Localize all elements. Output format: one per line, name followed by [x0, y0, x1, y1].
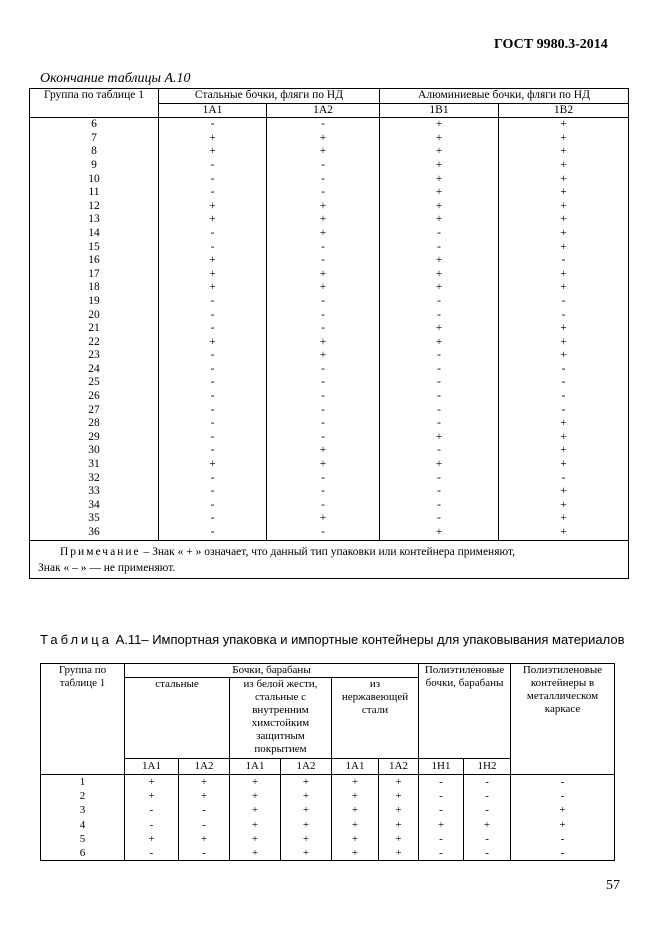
- value-cell: +: [267, 145, 380, 159]
- table-row: [30, 444, 629, 458]
- value-cell: +: [281, 803, 332, 817]
- value-cell: +: [499, 268, 629, 282]
- value-cell: -: [499, 254, 629, 268]
- value-cell: -: [380, 363, 499, 377]
- value-cell: -: [380, 295, 499, 309]
- value-cell: -: [380, 404, 499, 418]
- table-row: [30, 281, 629, 295]
- subcolumn-header: 1В2: [499, 103, 629, 118]
- value-cell: -: [159, 376, 267, 390]
- value-cell: +: [159, 200, 267, 214]
- value-cell: +: [159, 254, 267, 268]
- value-cell: -: [159, 363, 267, 377]
- column-header-aluminium: Алюминиевые бочки, фляги по НД: [380, 89, 629, 104]
- table-row: [30, 499, 629, 513]
- value-cell: -: [419, 846, 464, 861]
- table-row: [30, 431, 629, 445]
- value-cell: +: [332, 803, 379, 817]
- value-cell: +: [499, 485, 629, 499]
- column-header-stainless: из нержавеющей стали: [332, 678, 419, 759]
- group-number-cell: 8: [30, 145, 159, 159]
- group-number-cell: 27: [30, 404, 159, 418]
- value-cell: -: [419, 803, 464, 817]
- value-cell: +: [499, 417, 629, 431]
- table-row: [30, 173, 629, 187]
- value-cell: +: [230, 789, 281, 803]
- value-cell: -: [499, 404, 629, 418]
- value-cell: -: [267, 417, 380, 431]
- column-header-steel: стальные: [125, 678, 230, 759]
- value-cell: +: [380, 458, 499, 472]
- value-cell: -: [419, 789, 464, 803]
- group-number-cell: 35: [30, 512, 159, 526]
- subcolumn-header: 1А2: [281, 759, 332, 775]
- value-cell: +: [380, 200, 499, 214]
- value-cell: +: [380, 132, 499, 146]
- value-cell: -: [464, 846, 511, 861]
- table-row: [30, 458, 629, 472]
- value-cell: -: [419, 832, 464, 846]
- value-cell: -: [159, 512, 267, 526]
- value-cell: -: [159, 295, 267, 309]
- value-cell: -: [267, 322, 380, 336]
- table-row: [30, 186, 629, 200]
- value-cell: +: [380, 173, 499, 187]
- value-cell: -: [267, 186, 380, 200]
- value-cell: -: [511, 846, 615, 861]
- value-cell: -: [380, 444, 499, 458]
- value-cell: +: [179, 789, 230, 803]
- note-label: Примечание: [60, 545, 141, 558]
- value-cell: +: [159, 145, 267, 159]
- value-cell: +: [267, 444, 380, 458]
- value-cell: -: [464, 803, 511, 817]
- table-row: [30, 254, 629, 268]
- value-cell: +: [159, 132, 267, 146]
- value-cell: +: [380, 254, 499, 268]
- column-header-group: Группа по таблице 1: [41, 664, 125, 775]
- group-number-cell: 13: [30, 213, 159, 227]
- value-cell: +: [380, 268, 499, 282]
- subcolumn-header: 1А1: [125, 759, 179, 775]
- table-row: [41, 775, 615, 790]
- value-cell: +: [230, 818, 281, 832]
- value-cell: -: [380, 349, 499, 363]
- group-number-cell: 23: [30, 349, 159, 363]
- value-cell: -: [125, 803, 179, 817]
- table-a10-caption: Окончание таблицы А.10: [40, 71, 191, 86]
- group-number-cell: 15: [30, 241, 159, 255]
- value-cell: -: [499, 295, 629, 309]
- table-row: [30, 145, 629, 159]
- subcolumn-header: 1А1: [230, 759, 281, 775]
- value-cell: -: [267, 173, 380, 187]
- table-row: [41, 832, 615, 846]
- group-number-cell: 21: [30, 322, 159, 336]
- value-cell: +: [464, 818, 511, 832]
- subcolumn-header: 1А2: [267, 103, 380, 118]
- page-number: 57: [606, 878, 620, 893]
- value-cell: -: [267, 526, 380, 540]
- column-header-poly-drums: Полиэтиленовые бочки, барабаны: [419, 664, 511, 759]
- table-note: [30, 540, 629, 578]
- value-cell: -: [419, 775, 464, 790]
- table-row: [30, 417, 629, 431]
- value-cell: -: [380, 417, 499, 431]
- value-cell: +: [267, 200, 380, 214]
- value-cell: +: [267, 336, 380, 350]
- value-cell: -: [511, 832, 615, 846]
- value-cell: -: [499, 472, 629, 486]
- value-cell: +: [499, 173, 629, 187]
- value-cell: +: [380, 322, 499, 336]
- table-row: [41, 803, 615, 817]
- value-cell: -: [380, 512, 499, 526]
- table-row: [30, 132, 629, 146]
- caption-word: Таблица: [40, 632, 112, 647]
- value-cell: -: [159, 173, 267, 187]
- value-cell: +: [281, 789, 332, 803]
- value-cell: -: [159, 159, 267, 173]
- value-cell: -: [267, 431, 380, 445]
- value-cell: +: [499, 213, 629, 227]
- value-cell: +: [511, 803, 615, 817]
- value-cell: +: [499, 118, 629, 132]
- value-cell: +: [499, 200, 629, 214]
- group-number-cell: 28: [30, 417, 159, 431]
- table-row: [30, 200, 629, 214]
- value-cell: -: [511, 789, 615, 803]
- value-cell: +: [511, 818, 615, 832]
- value-cell: -: [267, 295, 380, 309]
- table-row: [30, 485, 629, 499]
- table-row: [30, 295, 629, 309]
- group-number-cell: 30: [30, 444, 159, 458]
- table-row: [30, 404, 629, 418]
- value-cell: -: [267, 309, 380, 323]
- value-cell: +: [380, 336, 499, 350]
- value-cell: -: [159, 526, 267, 540]
- value-cell: +: [267, 349, 380, 363]
- group-number-cell: 7: [30, 132, 159, 146]
- subcolumn-header: 1Н2: [464, 759, 511, 775]
- note-line-2: Знак « – » — не применяют.: [38, 561, 176, 574]
- column-header-poly-metal: Полиэтиленовые контейнеры в металлическом каркасе: [511, 664, 615, 775]
- value-cell: -: [267, 254, 380, 268]
- value-cell: +: [159, 268, 267, 282]
- table-row: [30, 309, 629, 323]
- value-cell: +: [281, 775, 332, 790]
- group-number-cell: 11: [30, 186, 159, 200]
- value-cell: +: [380, 118, 499, 132]
- value-cell: -: [159, 186, 267, 200]
- group-number-cell: 5: [41, 832, 125, 846]
- value-cell: -: [267, 390, 380, 404]
- column-header-steel: Стальные бочки, фляги по НД: [159, 89, 380, 104]
- table-row: [41, 846, 615, 861]
- subcolumn-header: 1В1: [380, 103, 499, 118]
- value-cell: +: [380, 145, 499, 159]
- group-number-cell: 25: [30, 376, 159, 390]
- value-cell: +: [125, 832, 179, 846]
- caption-text: А.11– Импортная упаковка и импортные контейнеры для упаковывания материалов: [111, 632, 625, 647]
- value-cell: +: [230, 832, 281, 846]
- table-row: [30, 472, 629, 486]
- value-cell: -: [125, 846, 179, 861]
- value-cell: +: [267, 227, 380, 241]
- table-row: [30, 213, 629, 227]
- value-cell: -: [380, 241, 499, 255]
- value-cell: +: [179, 775, 230, 790]
- table-row: [30, 363, 629, 377]
- value-cell: -: [179, 818, 230, 832]
- subcolumn-header: 1А2: [179, 759, 230, 775]
- group-number-cell: 31: [30, 458, 159, 472]
- column-header-tin: из белой жести, стальные с внутренним химстойким защитным покрытием: [230, 678, 332, 759]
- table-a10: [29, 88, 629, 579]
- table-row: [30, 322, 629, 336]
- value-cell: +: [332, 846, 379, 861]
- value-cell: -: [380, 472, 499, 486]
- group-number-cell: 24: [30, 363, 159, 377]
- value-cell: +: [499, 499, 629, 513]
- value-cell: -: [159, 349, 267, 363]
- table-row: [30, 349, 629, 363]
- value-cell: -: [159, 241, 267, 255]
- value-cell: -: [380, 485, 499, 499]
- value-cell: -: [159, 472, 267, 486]
- value-cell: +: [230, 775, 281, 790]
- value-cell: -: [464, 789, 511, 803]
- value-cell: -: [159, 404, 267, 418]
- value-cell: +: [379, 818, 419, 832]
- subcolumn-header: 1А1: [332, 759, 379, 775]
- value-cell: +: [125, 789, 179, 803]
- value-cell: +: [419, 818, 464, 832]
- value-cell: +: [499, 458, 629, 472]
- table-row: [41, 818, 615, 832]
- group-number-cell: 29: [30, 431, 159, 445]
- value-cell: -: [267, 499, 380, 513]
- value-cell: +: [159, 458, 267, 472]
- value-cell: +: [230, 846, 281, 861]
- value-cell: +: [380, 526, 499, 540]
- value-cell: +: [159, 281, 267, 295]
- table-row: [30, 512, 629, 526]
- value-cell: +: [499, 145, 629, 159]
- value-cell: +: [499, 227, 629, 241]
- group-number-cell: 17: [30, 268, 159, 282]
- value-cell: +: [281, 818, 332, 832]
- value-cell: -: [159, 322, 267, 336]
- value-cell: +: [380, 431, 499, 445]
- group-number-cell: 4: [41, 818, 125, 832]
- value-cell: +: [379, 789, 419, 803]
- table-a11-caption: [40, 632, 630, 648]
- table-a11: [40, 663, 615, 861]
- table-row: [30, 376, 629, 390]
- value-cell: +: [380, 281, 499, 295]
- group-number-cell: 9: [30, 159, 159, 173]
- value-cell: +: [159, 336, 267, 350]
- value-cell: +: [380, 213, 499, 227]
- value-cell: -: [499, 363, 629, 377]
- value-cell: +: [281, 832, 332, 846]
- group-number-cell: 16: [30, 254, 159, 268]
- group-number-cell: 18: [30, 281, 159, 295]
- value-cell: +: [267, 132, 380, 146]
- value-cell: -: [159, 309, 267, 323]
- value-cell: -: [267, 363, 380, 377]
- value-cell: -: [511, 775, 615, 790]
- value-cell: +: [499, 159, 629, 173]
- group-number-cell: 14: [30, 227, 159, 241]
- subcolumn-header: 1Н1: [419, 759, 464, 775]
- value-cell: -: [499, 376, 629, 390]
- value-cell: -: [464, 775, 511, 790]
- value-cell: -: [159, 118, 267, 132]
- group-number-cell: 1: [41, 775, 125, 790]
- table-row: [30, 526, 629, 540]
- value-cell: -: [159, 485, 267, 499]
- value-cell: +: [499, 132, 629, 146]
- value-cell: +: [230, 803, 281, 817]
- value-cell: -: [499, 390, 629, 404]
- value-cell: +: [267, 268, 380, 282]
- value-cell: +: [499, 281, 629, 295]
- group-number-cell: 2: [41, 789, 125, 803]
- table-row: [30, 241, 629, 255]
- group-number-cell: 6: [30, 118, 159, 132]
- column-header-drums: Бочки, барабаны: [125, 664, 419, 678]
- value-cell: +: [267, 213, 380, 227]
- value-cell: +: [379, 803, 419, 817]
- value-cell: +: [499, 186, 629, 200]
- table-row: [41, 789, 615, 803]
- group-number-cell: 20: [30, 309, 159, 323]
- value-cell: -: [380, 227, 499, 241]
- value-cell: -: [159, 227, 267, 241]
- table-row: [30, 159, 629, 173]
- group-number-cell: 34: [30, 499, 159, 513]
- value-cell: -: [267, 472, 380, 486]
- value-cell: +: [159, 213, 267, 227]
- table-row: [30, 268, 629, 282]
- value-cell: +: [332, 832, 379, 846]
- note-line-1: – Знак « + » означает, что данный тип упаковки или контейнера применяют,: [140, 545, 515, 558]
- group-number-cell: 33: [30, 485, 159, 499]
- value-cell: -: [159, 431, 267, 445]
- value-cell: +: [179, 832, 230, 846]
- subcolumn-header: 1А1: [159, 103, 267, 118]
- value-cell: +: [267, 281, 380, 295]
- value-cell: +: [499, 512, 629, 526]
- group-number-cell: 6: [41, 846, 125, 861]
- subcolumn-header: 1А2: [379, 759, 419, 775]
- value-cell: +: [379, 775, 419, 790]
- column-header-group: Группа по таблице 1: [30, 89, 159, 118]
- value-cell: +: [380, 159, 499, 173]
- value-cell: +: [499, 526, 629, 540]
- value-cell: -: [179, 803, 230, 817]
- value-cell: -: [159, 417, 267, 431]
- group-number-cell: 3: [41, 803, 125, 817]
- value-cell: +: [380, 186, 499, 200]
- value-cell: +: [332, 775, 379, 790]
- value-cell: -: [159, 444, 267, 458]
- value-cell: -: [267, 376, 380, 390]
- value-cell: -: [464, 832, 511, 846]
- value-cell: +: [379, 832, 419, 846]
- group-number-cell: 22: [30, 336, 159, 350]
- group-number-cell: 12: [30, 200, 159, 214]
- table-row: [30, 336, 629, 350]
- value-cell: +: [499, 322, 629, 336]
- value-cell: +: [499, 444, 629, 458]
- value-cell: -: [267, 118, 380, 132]
- value-cell: -: [267, 485, 380, 499]
- value-cell: -: [267, 159, 380, 173]
- value-cell: +: [499, 336, 629, 350]
- group-number-cell: 19: [30, 295, 159, 309]
- value-cell: +: [332, 818, 379, 832]
- value-cell: -: [267, 404, 380, 418]
- value-cell: -: [159, 390, 267, 404]
- value-cell: +: [499, 349, 629, 363]
- value-cell: -: [380, 390, 499, 404]
- value-cell: -: [380, 499, 499, 513]
- group-number-cell: 36: [30, 526, 159, 540]
- value-cell: +: [379, 846, 419, 861]
- group-number-cell: 32: [30, 472, 159, 486]
- value-cell: -: [499, 309, 629, 323]
- value-cell: -: [125, 818, 179, 832]
- group-number-cell: 26: [30, 390, 159, 404]
- value-cell: -: [159, 499, 267, 513]
- table-row: [30, 390, 629, 404]
- table-row: [30, 227, 629, 241]
- value-cell: -: [380, 309, 499, 323]
- value-cell: +: [499, 431, 629, 445]
- value-cell: +: [267, 458, 380, 472]
- value-cell: -: [380, 376, 499, 390]
- value-cell: +: [125, 775, 179, 790]
- document-header: ГОСТ 9980.3-2014: [494, 37, 608, 52]
- value-cell: +: [499, 241, 629, 255]
- group-number-cell: 10: [30, 173, 159, 187]
- value-cell: +: [332, 789, 379, 803]
- value-cell: -: [267, 241, 380, 255]
- value-cell: +: [267, 512, 380, 526]
- value-cell: +: [281, 846, 332, 861]
- value-cell: -: [179, 846, 230, 861]
- table-row: [30, 118, 629, 132]
